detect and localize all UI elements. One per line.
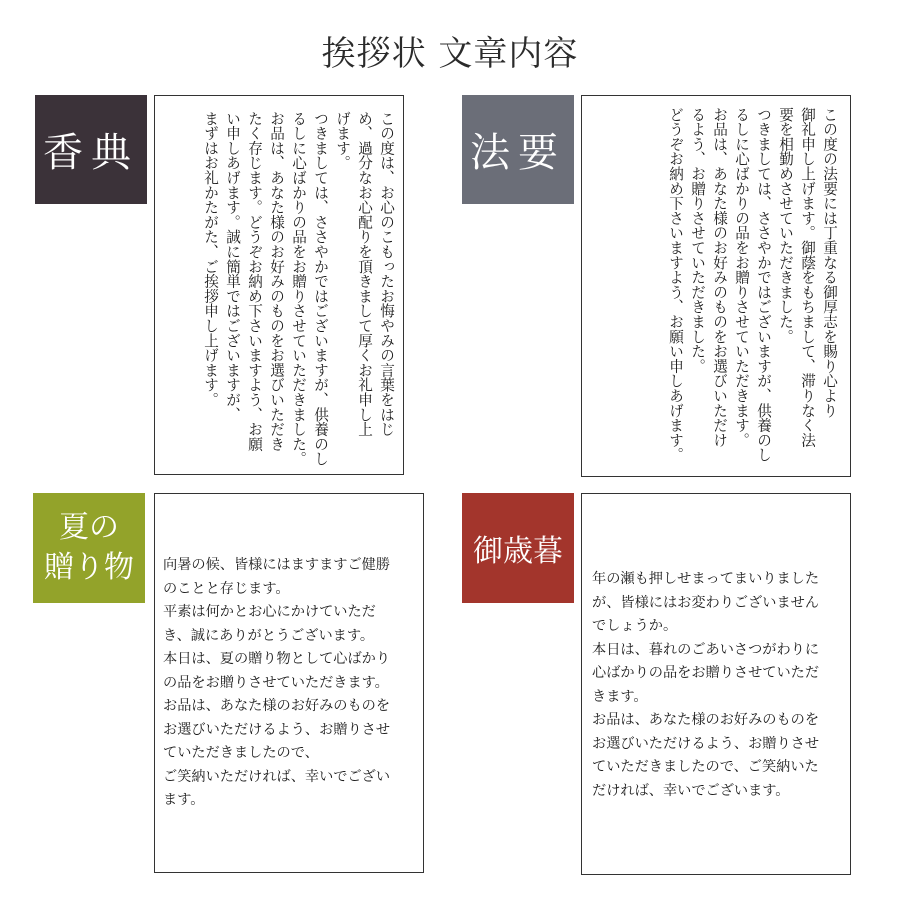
label-summer-line1: 夏の <box>59 509 119 545</box>
label-summer-gift <box>33 493 145 603</box>
label-hoyo-text: 法要 <box>470 130 566 176</box>
oseibo-message: 年の瀬も押しせまってまいりました が、皆様にはお変わりございません でしょうか。 本日は、暮れのごあいさつがわりに 心ばかりの品をお贈りさせていただ きます。 お品は、あなた様のお好みのものを お選びいただけるよう、お贈りさせ ていただきましたので、ご笑納いた だければ、幸いでございます。 <box>592 571 820 799</box>
koden-message: この度は、お心のこもったお悔やみの言葉をはじ め、過分なお心配りを頂きまして厚くお礼申し上 げます。 つきましては、ささやかではございますが、供養のし るしに心ばかりの品をお贈りさせていただきました。 お品は、あなた様のお好みのものをお選びいただき たく存じます。どうぞお納め下さいますよう、お願 い申しあげます。誠に簡単ではございますが、 まずはお礼かたがた、ご挨拶申し上げます。 <box>202 111 395 467</box>
label-koden-text: 香典 <box>43 130 139 176</box>
label-koden <box>35 95 147 204</box>
label-oseibo-text: 御歳暮 <box>473 534 563 569</box>
summer-message: 向暑の候、皆様にはますますご健勝 のことと存じます。 平素は何かとお心にかけていただ き、誠にありがとうございます。 本日は、夏の贈り物として心ばかり の品をお贈りさせていただきます。 お品は、あなた様のお好みのものを お選びいただけるよう、お贈りさせ ていただきましたので、 ご笑納いただければ、幸いでござい ます。 <box>163 557 391 808</box>
card-hoyo <box>581 95 851 477</box>
card-koden <box>154 95 404 475</box>
page-title: 挨拶状 文章内容 <box>321 34 579 74</box>
hoyo-message: この度の法要には丁重なる御厚志を賜り心より 御礼申し上げます。御蔭をもちまして、滞りなく法 要を相勤めさせていただきました。 つきましては、ささやかではございますが、供養のし るしに心ばかりの品をお贈りさせていただきます。 お品は、あなた様のお好みのものをお選びいただけ るよう、お贈りさせていただきました。 どうぞお納め下さいますよう、お願い申しあげます。 <box>667 107 838 463</box>
card-summer-gift <box>154 493 424 873</box>
label-summer-line2: 贈り物 <box>44 550 134 585</box>
label-oseibo <box>462 493 574 603</box>
card-oseibo <box>581 493 851 875</box>
label-hoyo <box>462 95 574 204</box>
